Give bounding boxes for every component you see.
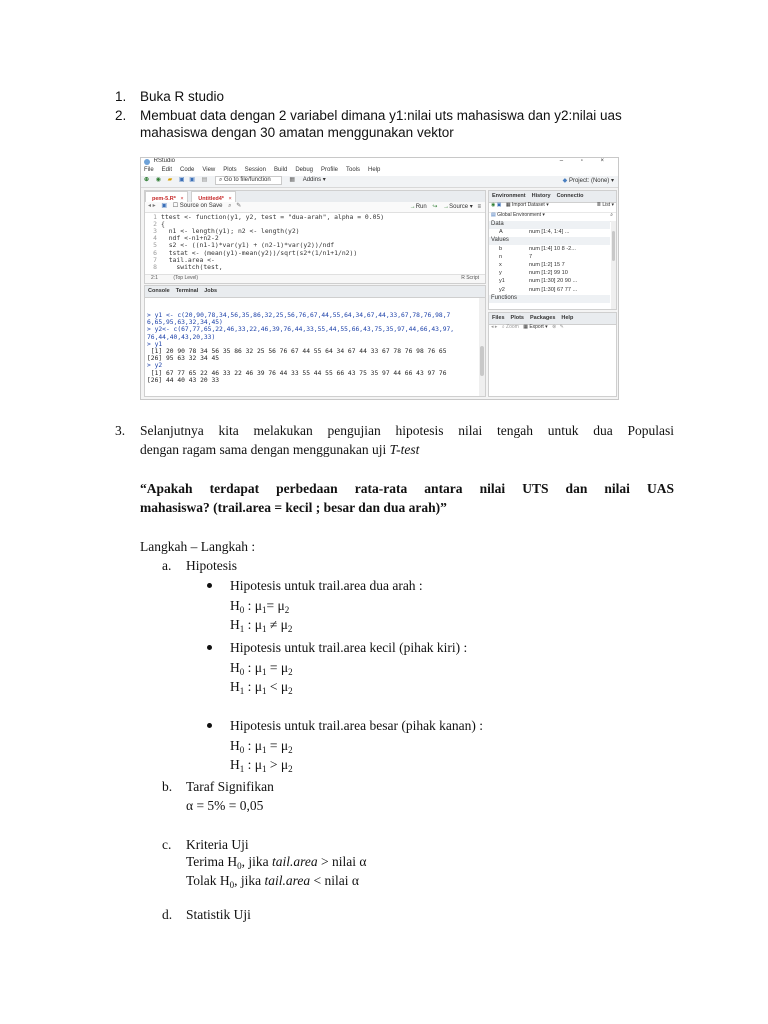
env-var-name: x [499, 262, 502, 268]
hyp3-title: Hipotesis untuk trail.area besar (pihak kanan) : [230, 718, 484, 733]
step-a-label: a. [162, 558, 172, 573]
line-number: 4 [153, 234, 157, 243]
step-c-title: Kriteria Uji [186, 837, 249, 852]
step-d-label: d. [162, 907, 173, 922]
accept-pre: Terima H [186, 854, 238, 869]
list-view-button[interactable]: ≣ List ▾ [596, 202, 614, 208]
alpha-value: α = 5% = 0,05 [186, 798, 264, 813]
source-on-save-label: Source on Save [179, 203, 223, 209]
hyp2-h1: $H_1$ : $\mu_1 < \mu_2$ [230, 679, 293, 696]
goto-placeholder: Go to file/function [224, 177, 271, 183]
wand-icon[interactable]: ✎ [236, 203, 242, 209]
line-number: 5 [153, 241, 157, 250]
menu-item-edit[interactable]: Edit [161, 167, 173, 173]
import-dataset-button[interactable]: ▦ Import Dataset ▾ [505, 202, 549, 208]
env-row[interactable] [489, 270, 610, 278]
open-file-icon[interactable]: ▰ [167, 177, 173, 183]
code-text: ndf <-n1+n2-2 [161, 234, 219, 243]
plot-back-icon[interactable]: ◂ ▸ [491, 324, 498, 330]
reject-post: < nilai α [310, 873, 359, 888]
list-number-2: 2. [115, 108, 127, 123]
code-line [145, 214, 384, 221]
menu-item-file[interactable]: File [144, 167, 154, 173]
env-row[interactable] [489, 246, 610, 254]
hyp2-h0: $H_0$ : $\mu_1 = \mu_2$ [230, 660, 293, 677]
editor-save-icon[interactable]: ▣ [161, 203, 168, 209]
item3-ttest: T-test [389, 442, 420, 457]
console-output[interactable] [147, 312, 477, 384]
tab-plots[interactable]: Plots [510, 315, 524, 321]
env-row[interactable] [489, 287, 610, 295]
step-b-label: b. [162, 779, 173, 794]
grid-icon[interactable]: ▦ [289, 177, 296, 183]
editor-pane [144, 190, 486, 284]
reject-pre: Tolak H [186, 873, 230, 888]
hyp2-title: Hipotesis untuk trail.area kecil (pihak kiri) : [230, 640, 468, 655]
addins-label: Addins [302, 177, 322, 183]
code-text: tail.area <- [161, 255, 215, 264]
code-text: switch(test, [161, 262, 223, 271]
rstudio-screenshot [140, 157, 619, 400]
step-d-title: Statistik Uji [186, 907, 251, 922]
hyp2-h0-op: = [269, 660, 278, 675]
accept-post: > nilai α [317, 854, 367, 869]
code-text: s2 <- ((n1-1)*var(y1) + (n2-1)*var(y2))/ndf [161, 241, 335, 250]
project-menu[interactable]: ◆ Project: (None) ▾ [562, 178, 614, 184]
source-on-save-checkbox[interactable]: ☐ Source on Save [172, 203, 223, 209]
tab-pem5-label: pem-5.R* [152, 196, 176, 202]
env-var-name: A [499, 229, 503, 236]
tab-console[interactable]: Console [148, 288, 170, 294]
rstudio-logo-icon [144, 159, 150, 165]
hyp3-h1-op: > [269, 757, 278, 772]
list-number-1: 1. [115, 89, 127, 104]
criteria-reject: Tolak $H_0$, jika tail.area < nilai α [186, 873, 359, 890]
goto-file-input[interactable] [215, 176, 282, 185]
env-row[interactable] [489, 262, 610, 270]
env-section-header: Values [489, 237, 610, 245]
open-project-icon[interactable]: ◉ [155, 177, 161, 183]
console-pane [144, 285, 486, 397]
menu-item-debug[interactable]: Debug [295, 167, 313, 173]
env-section-header: Functions [489, 295, 610, 303]
zoom-button[interactable]: ⌕ Zoom [501, 324, 519, 330]
print-icon[interactable]: ▤ [201, 177, 208, 183]
window-controls[interactable]: – ▫ × [559, 158, 612, 164]
bullet-2 [207, 645, 212, 650]
console-line: [1] 20 90 78 34 56 35 86 32 25 56 76 67 44 55 64 34 67 44 33 67 78 76 98 76 65 [147, 348, 447, 356]
project-icon: ◆ [562, 178, 568, 184]
env-row[interactable] [489, 229, 610, 237]
tab-connectio[interactable]: Connectio [556, 193, 584, 199]
clear-plots-icon[interactable]: ✎ [559, 324, 564, 330]
tab-untitled4-label: Untitled4* [198, 196, 224, 202]
env-row[interactable] [489, 254, 610, 262]
env-row[interactable] [489, 278, 610, 286]
accept-mid: , jika [241, 854, 273, 869]
env-var-name: y2 [499, 286, 505, 293]
env-var-value: num [1:4] 10 8 -2... [529, 245, 576, 252]
hyp1-h1: $H_1$ : $\mu_1 \ne \mu_2$ [230, 617, 293, 634]
project-label: Project: (None) [568, 178, 610, 184]
env-var-name: y1 [499, 278, 505, 285]
editor-options-icon[interactable]: ≡ [477, 204, 481, 210]
save-all-icon[interactable]: ▣ [189, 177, 195, 183]
menu-item-view[interactable]: View [202, 167, 216, 173]
console-line: 76,44,40,43,20,33) [147, 333, 216, 341]
console-line: > y2 [147, 362, 163, 370]
console-line: 6,65,95,63,32,34,45) [147, 319, 223, 327]
code-editor[interactable] [145, 214, 485, 272]
console-line: [26] 95 63 32 34 45 [147, 355, 220, 363]
tab-pem5[interactable]: pem-5.R* × [145, 191, 188, 202]
list-number-3: 3. [115, 423, 126, 438]
environment-list [489, 221, 610, 309]
tab-history[interactable]: History [531, 193, 551, 199]
source-button[interactable]: →Source ▾ [443, 204, 473, 210]
list-view-label: List [602, 202, 611, 208]
source-label: Source [449, 204, 469, 210]
remove-plot-icon[interactable]: ⊗ [552, 324, 557, 330]
env-var-value: num [1:4, 1:4] ... [529, 229, 570, 236]
export-label: Export [529, 324, 544, 330]
line-number: 7 [153, 255, 157, 264]
console-line: > y1 [147, 340, 163, 348]
item3-line1: Selanjutnya kita melakukan pengujian hipotesis nilai tengah untuk dua Populasi [140, 423, 674, 438]
steps-heading: Langkah – Langkah : [140, 539, 256, 554]
menu-item-session[interactable]: Session [244, 167, 266, 173]
menu-item-plots[interactable]: Plots [223, 167, 237, 173]
question-line2: mahasiswa? (trail.area = kecil ; besar dan dua arah)” [140, 500, 447, 515]
new-file-icon[interactable]: ⊕ [144, 177, 150, 183]
env-var-name: b [499, 245, 503, 252]
reject-tailarea: tail.area [264, 873, 311, 888]
menu-item-code[interactable]: Code [180, 167, 195, 173]
run-label: Run [415, 204, 427, 210]
zoom-label: Zoom [506, 324, 519, 330]
line-number: 6 [153, 248, 157, 257]
step-c-label: c. [162, 837, 172, 852]
line-number: 3 [153, 227, 157, 236]
tab-jobs[interactable]: Jobs [204, 288, 218, 294]
item3-line2-text: dengan ragam sama dengan menggunakan uji [140, 442, 390, 457]
code-text: tstat <- (mean(y1)-mean(y2))/sqrt(s2*(1/n1+1/n2)) [161, 248, 358, 257]
save-workspace-icon[interactable]: ▣ [496, 202, 502, 208]
tab-terminal[interactable]: Terminal [175, 288, 199, 294]
search-icon: ⌕ [218, 177, 223, 183]
console-line: > y2<- c(67,77,65,22,46,33,22,46,39,76,44,33,55,44,55,66,43,75,35,97,44,66,43,97, [147, 326, 455, 334]
tab-environment[interactable]: Environment [492, 193, 526, 199]
environment-pane [488, 190, 617, 310]
file-type[interactable]: R Script [461, 275, 479, 281]
list-item-2-text-cont: mahasiswa dengan 30 amatan menggunakan vektor [140, 125, 454, 140]
tab-files[interactable]: Files [492, 315, 505, 321]
env-var-value: num [1:2] 15 7 [529, 262, 565, 268]
hyp3-h0-op: = [269, 738, 278, 753]
line-number: 2 [153, 220, 157, 229]
search-editor-icon[interactable]: ⌕ [228, 203, 232, 209]
env-var-name: y [499, 270, 502, 277]
import-icon: ▦ [505, 202, 511, 208]
code-text: n1 <- length(y1); n2 <- length(y2) [161, 227, 300, 236]
global-env-select[interactable]: ▤ Global Environment ▾ [491, 212, 545, 218]
line-number: 8 [153, 262, 157, 271]
env-var-value: num [1:30] 20 90 ... [529, 278, 578, 285]
menu-item-help[interactable]: Help [368, 167, 381, 173]
hyp1-h1-op: ≠ [269, 617, 278, 632]
step-a-title: Hipotesis [186, 558, 238, 573]
console-line: [1] 67 77 65 22 46 33 22 46 39 76 44 33 55 44 55 66 43 75 35 97 44 66 43 97 76 [147, 369, 447, 377]
criteria-accept: Terima $H_0$, jika tail.area > nilai α [186, 854, 367, 871]
tab-help[interactable]: Help [561, 315, 574, 321]
files-pane [488, 312, 617, 397]
hyp1-h0-op: = [266, 598, 275, 613]
addins-menu[interactable]: Addins ▾ [302, 177, 326, 183]
list-item-1-text: Buka R studio [140, 89, 225, 104]
env-var-value: 7 [529, 253, 533, 260]
question-line1: “Apakah terdapat perbedaan rata-rata antara nilai UTS dan nilai UAS [140, 481, 674, 496]
line-number: 1 [153, 213, 157, 221]
hyp1-title: Hipotesis untuk trail.area dua arah : [230, 578, 423, 593]
global-env-label: Global Environment [497, 212, 542, 218]
reject-mid: , jika [234, 873, 265, 888]
env-var-name: n [499, 253, 503, 260]
menu-item-tools[interactable]: Tools [346, 167, 361, 173]
run-button[interactable]: →Run [409, 204, 427, 210]
env-icon: ▤ [491, 212, 496, 218]
env-search-icon[interactable]: ⌕ [610, 212, 613, 218]
export-button[interactable]: ▦ Export ▾ [523, 324, 548, 330]
menu-bar [141, 167, 618, 176]
scope-indicator[interactable]: (Top Level) [173, 275, 199, 281]
env-section-header: Data [489, 221, 610, 229]
hyp3-h1: $H_1$ : $\mu_1 > \mu_2$ [230, 757, 293, 774]
tab-packages[interactable]: Packages [530, 315, 556, 321]
hyp1-h0: $H_0$ : $\mu_1= \mu_2$ [230, 598, 290, 615]
code-line [145, 264, 223, 271]
rerun-icon[interactable]: ↪ [432, 204, 438, 210]
window-title: RStudio [153, 158, 176, 164]
bullet-3 [207, 723, 212, 728]
accept-tailarea: tail.area [272, 854, 318, 869]
console-line: > y1 <- c(20,90,78,34,56,35,86,32,25,56,76,67,44,55,64,34,67,44,33,67,78,76,98,7 [147, 312, 451, 319]
console-scrollbar[interactable] [479, 298, 485, 396]
tab-untitled4[interactable]: Untitled4* × [191, 191, 235, 202]
hyp3-h0: $H_0$ : $\mu_1 = \mu_2$ [230, 738, 293, 755]
import-dataset-label: Import Dataset [512, 202, 545, 208]
menu-item-profile[interactable]: Profile [321, 167, 339, 173]
save-icon[interactable]: ▣ [178, 177, 185, 183]
step-b-title: Taraf Signifikan [186, 779, 274, 794]
list-item-2-text: Membuat data dengan 2 variabel dimana y1:nilai uts mahasiswa dan y2:nilai uas [140, 108, 622, 123]
env-scrollbar[interactable] [611, 221, 616, 309]
code-text: ttest <- function(y1, y2, test = "dua-arah", alpha = 0.05) [161, 213, 385, 221]
bullet-1 [207, 583, 212, 588]
env-var-value: num [1:2] 99 10 [529, 270, 568, 277]
env-var-value: num [1:30] 67 77 ... [529, 286, 578, 293]
cursor-position: 2:1 [151, 275, 158, 281]
item3-line2 [140, 441, 419, 459]
nav-back-icon[interactable]: ◂ ▸ [148, 203, 156, 209]
console-line: [26] 44 40 43 20 33 [147, 376, 220, 384]
load-workspace-icon[interactable]: ◉ [491, 202, 496, 208]
menu-item-build[interactable]: Build [273, 167, 288, 173]
hyp2-h1-op: < [269, 679, 278, 694]
code-text: { [161, 220, 165, 229]
